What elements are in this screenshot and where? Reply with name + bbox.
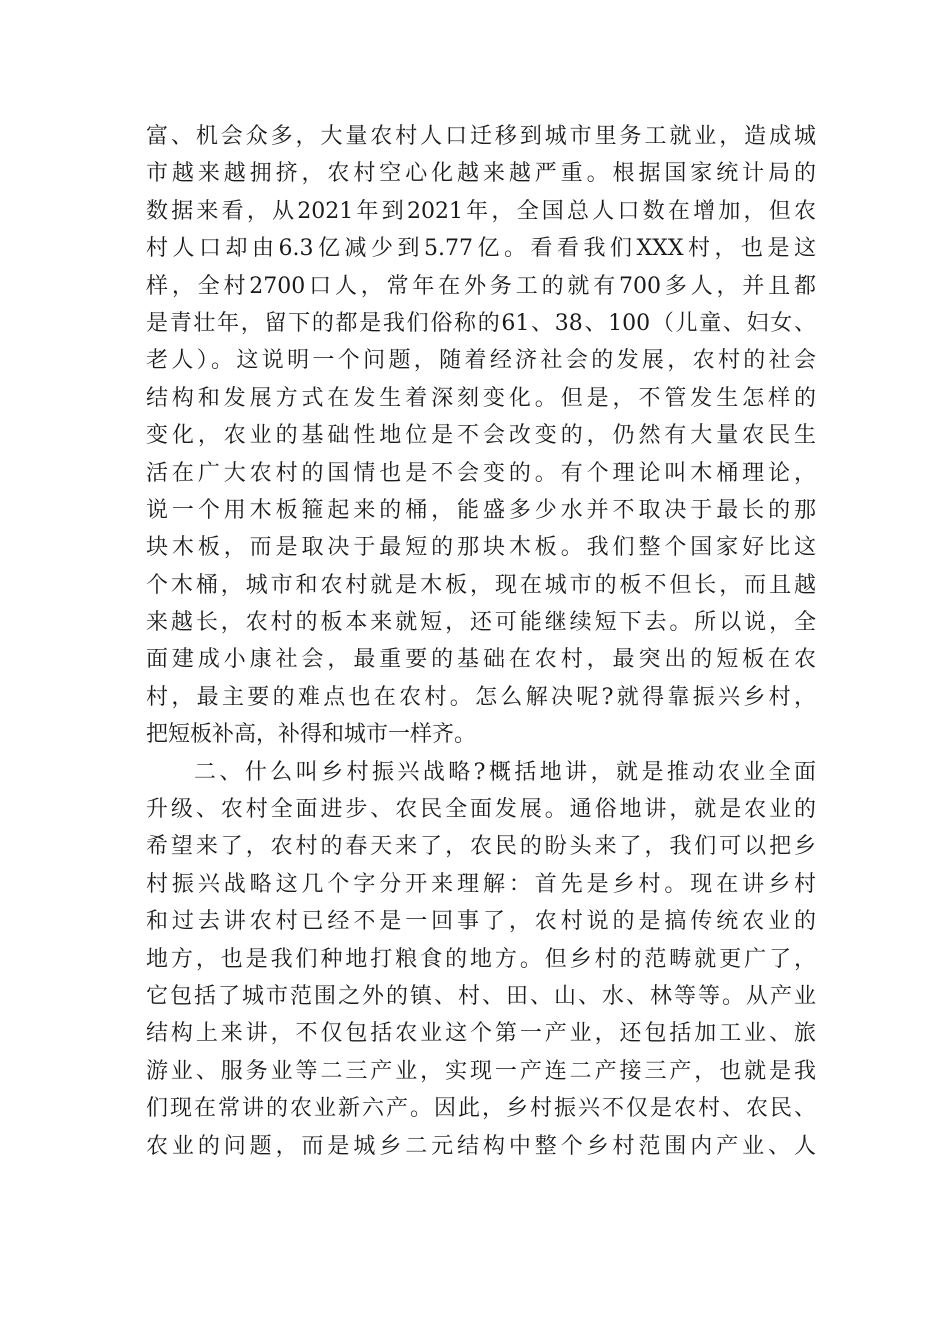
text-line: 样，全村2700口人，常年在外务工的就有700多人，并且都 — [146, 273, 816, 299]
text-line: 数据来看，从2021年到2021年，全国总人口数在增加，但农 — [146, 198, 816, 224]
text-line: 结构上来讲，不仅包括农业这个第一产业，还包括加工业、旅 — [146, 1021, 816, 1047]
text-line: 升级、农村全面进步、农民全面发展。通俗地讲，就是农业的 — [146, 797, 816, 823]
paragraph — [146, 118, 816, 754]
text-line: 说一个用木板箍起来的桶，能盛多少水并不取决于最长的那 — [146, 497, 816, 523]
paragraph — [146, 754, 816, 1165]
text-line: 结构和发展方式在发生着深刻变化。但是，不管发生怎样的 — [146, 385, 816, 411]
text-line: 块木板，而是取决于最短的那块木板。我们整个国家好比这 — [146, 535, 816, 561]
text-line: 富、机会众多，大量农村人口迁移到城市里务工就业，造成城 — [146, 124, 816, 149]
text-line: 农业的问题，而是城乡二元结构中整个乡村范围内产业、人 — [146, 1133, 816, 1159]
body-text — [146, 118, 816, 1165]
text-line: 它包括了城市范围之外的镇、村、田、山、水、林等等。从产业 — [146, 983, 816, 1009]
text-line: 和过去讲农村已经不是一回事了，农村说的是搞传统农业的 — [146, 909, 816, 935]
text-line: 们现在常讲的农业新六产。因此，乡村振兴不仅是农村、农民、 — [146, 1096, 816, 1122]
text-line: 村人口却由6.3亿减少到5.77亿。看看我们XXX村，也是这 — [146, 236, 816, 262]
text-line: 希望来了，农村的春天来了，农民的盼头来了，我们可以把乡 — [146, 834, 816, 860]
text-line: 市越来越拥挤，农村空心化越来越严重。根据国家统计局的 — [146, 161, 816, 187]
text-line: 老人）。这说明一个问题，随着经济社会的发展，农村的社会 — [146, 348, 816, 374]
text-line: 村，最主要的难点也在农村。怎么解决呢?就得靠振兴乡村， — [146, 684, 816, 710]
text-line: 游业、服务业等二三产业，实现一产连二产接三产，也就是我 — [146, 1058, 816, 1084]
text-line: 是青壮年，留下的都是我们俗称的61、38、100（儿童、妇女、 — [146, 310, 816, 336]
text-line: 村振兴战略这几个字分开来理解：首先是乡村。现在讲乡村 — [146, 871, 816, 897]
text-line: 来越长，农村的板本来就短，还可能继续短下去。所以说，全 — [146, 610, 816, 636]
text-line: 地方，也是我们种地打粮食的地方。但乡村的范畴就更广了， — [146, 946, 816, 972]
text-line: 变化，农业的基础性地位是不会改变的，仍然有大量农民生 — [146, 423, 816, 449]
text-line: 二、什么叫乡村振兴战略?概括地讲，就是推动农业全面 — [194, 759, 816, 785]
text-line: 面建成小康社会，最重要的基础在农村，最突出的短板在农 — [146, 647, 816, 673]
text-line: 把短板补高，补得和城市一样齐。 — [146, 722, 477, 748]
text-line: 个木桶，城市和农村就是木板，现在城市的板不但长，而且越 — [146, 572, 816, 598]
text-line: 活在广大农村的国情也是不会变的。有个理论叫木桶理论， — [146, 460, 816, 486]
